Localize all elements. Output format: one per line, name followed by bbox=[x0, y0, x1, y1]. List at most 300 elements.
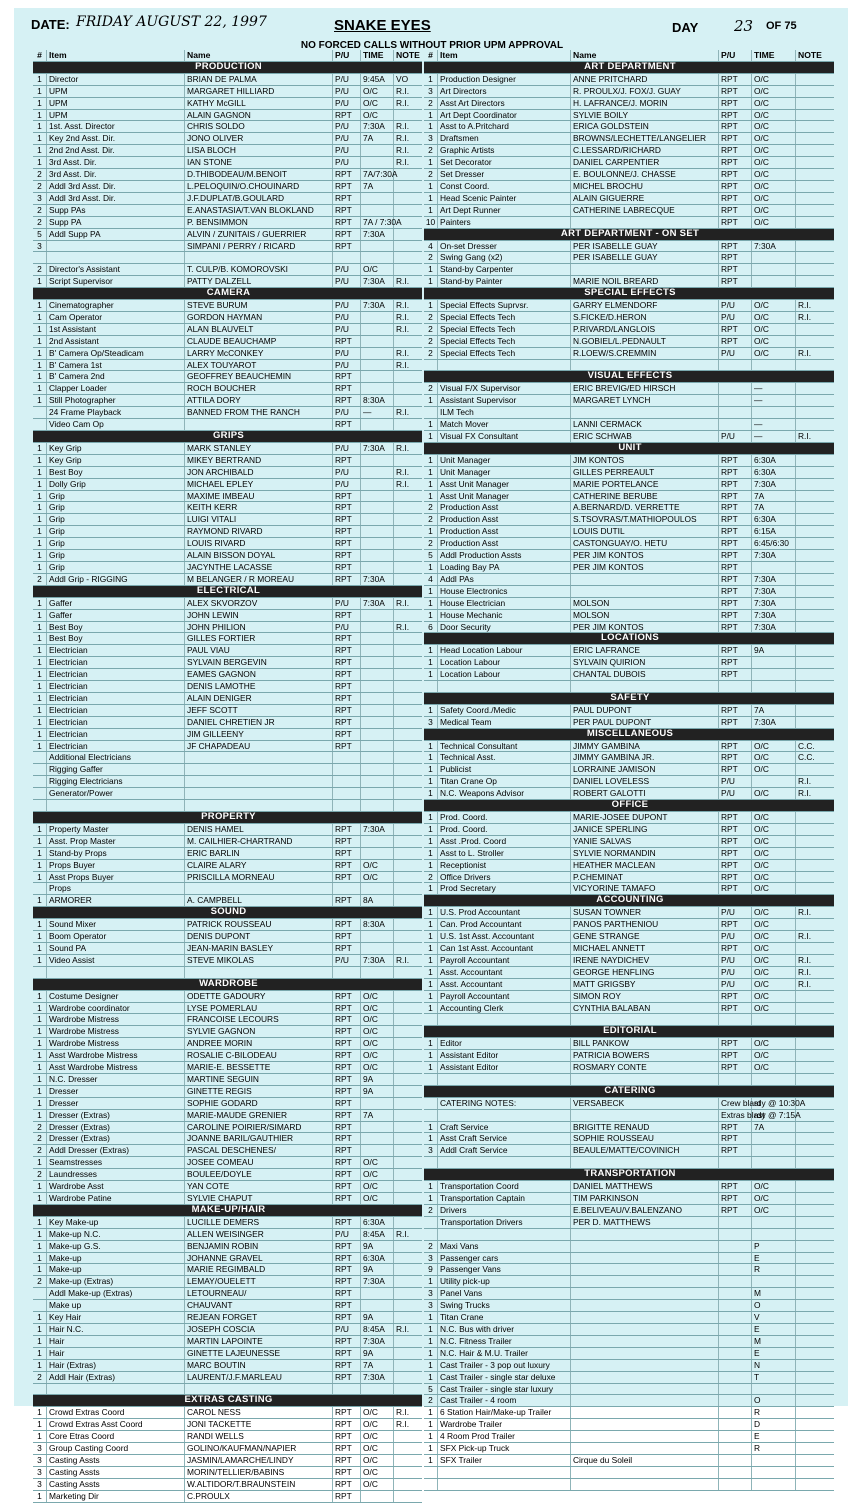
crew-row bbox=[33, 1264, 422, 1276]
crew-row bbox=[424, 1145, 834, 1157]
crew-name: MARTIN LAPOINTE bbox=[185, 1336, 333, 1347]
position bbox=[438, 1014, 571, 1025]
call-time: O/C bbox=[752, 348, 796, 359]
crew-name: ERICA GOLDSTEIN bbox=[571, 121, 719, 132]
note bbox=[394, 776, 422, 787]
position: Property Master bbox=[47, 824, 185, 835]
status: RPT bbox=[333, 919, 361, 930]
crew-row bbox=[33, 550, 422, 562]
position: Additional Electricians bbox=[47, 752, 185, 763]
call-time bbox=[361, 1145, 394, 1156]
note bbox=[394, 205, 422, 216]
position: Cast Trailer - single star deluxe bbox=[438, 1372, 571, 1383]
crew-count: 2 bbox=[424, 252, 438, 263]
crew-row bbox=[424, 264, 834, 276]
status bbox=[719, 360, 752, 371]
crew-name: RANDI WELLS bbox=[185, 1431, 333, 1442]
status: RPT bbox=[333, 514, 361, 525]
status: RPT bbox=[719, 1145, 752, 1156]
crew-name: SOPHIE ROUSSEAU bbox=[571, 1133, 719, 1144]
status: RPT bbox=[719, 764, 752, 775]
crew-name: M BELANGER / R MOREAU bbox=[185, 574, 333, 585]
call-time: O/C bbox=[361, 1014, 394, 1025]
crew-row bbox=[424, 1003, 834, 1015]
crew-row bbox=[33, 443, 422, 455]
note bbox=[796, 1229, 834, 1240]
call-time bbox=[361, 693, 394, 704]
crew-row bbox=[424, 74, 834, 86]
call-time bbox=[361, 657, 394, 668]
position: Electrician bbox=[47, 693, 185, 704]
crew-row bbox=[33, 324, 422, 336]
note bbox=[394, 895, 422, 906]
crew-count: 5 bbox=[424, 1384, 438, 1395]
crew-count: 2 bbox=[33, 169, 47, 180]
crew-count: 1 bbox=[33, 1026, 47, 1037]
note bbox=[394, 1241, 422, 1252]
crew-name bbox=[571, 1264, 719, 1275]
note bbox=[394, 633, 422, 644]
note bbox=[796, 872, 834, 883]
crew-count: 1 bbox=[33, 86, 47, 97]
section-title: SOUND bbox=[210, 906, 247, 918]
call-time: 8:45A bbox=[361, 1324, 394, 1335]
call-time: 9A bbox=[361, 1086, 394, 1097]
crew-count: 1 bbox=[33, 729, 47, 740]
crew-count: 1 bbox=[33, 1098, 47, 1109]
status: RPT bbox=[333, 1062, 361, 1073]
crew-count: 1 bbox=[33, 1241, 47, 1252]
crew-name bbox=[571, 1241, 719, 1252]
position: Panel Vans bbox=[438, 1288, 571, 1299]
crew-count: 1 bbox=[424, 121, 438, 132]
note bbox=[394, 943, 422, 954]
crew-name: STEVE BURUM bbox=[185, 300, 333, 311]
crew-name: LUIGI VITALI bbox=[185, 514, 333, 525]
position: N.C. Fitness Trailer bbox=[438, 1336, 571, 1347]
position: N.C. Dresser bbox=[47, 1074, 185, 1085]
note bbox=[796, 1241, 834, 1252]
status: RPT bbox=[719, 752, 752, 763]
status: RPT bbox=[719, 241, 752, 252]
crew-name: P.CHEMINAT bbox=[571, 872, 719, 883]
call-time: 7:30A bbox=[361, 121, 394, 132]
crew-count bbox=[33, 1288, 47, 1299]
note bbox=[796, 1395, 834, 1406]
crew-name: JIMMY GAMBINA JR. bbox=[571, 752, 719, 763]
call-time bbox=[752, 1133, 796, 1144]
status bbox=[719, 1467, 752, 1478]
call-time: 7A bbox=[752, 1122, 796, 1133]
crew-count: 1 bbox=[33, 919, 47, 930]
status: RPT bbox=[719, 538, 752, 549]
crew-count: 2 bbox=[424, 1241, 438, 1252]
call-time: O/C bbox=[752, 943, 796, 954]
crew-count: 1 bbox=[424, 1443, 438, 1454]
crew-name: ALLEN WEISINGER bbox=[185, 1229, 333, 1240]
crew-count: 1 bbox=[424, 657, 438, 668]
crew-row bbox=[424, 1241, 834, 1253]
crew-count: 1 bbox=[424, 74, 438, 85]
crew-row bbox=[33, 574, 422, 586]
crew-name: CATHERINE LABRECQUE bbox=[571, 205, 719, 216]
call-time bbox=[361, 312, 394, 323]
call-time bbox=[361, 455, 394, 466]
crew-name: PER ISABELLE GUAY bbox=[571, 252, 719, 263]
call-time bbox=[752, 1074, 796, 1085]
call-time bbox=[361, 502, 394, 513]
note bbox=[394, 1098, 422, 1109]
crew-count: 1 bbox=[33, 324, 47, 335]
crew-row bbox=[33, 252, 422, 264]
call-time: O/C bbox=[752, 74, 796, 85]
call-time: 7:30A bbox=[361, 443, 394, 454]
position: Addl Craft Service bbox=[438, 1145, 571, 1156]
crew-row bbox=[33, 383, 422, 395]
crew-count: 1 bbox=[33, 1491, 47, 1502]
note bbox=[796, 943, 834, 954]
note bbox=[796, 550, 834, 561]
section-header bbox=[424, 1086, 834, 1098]
crew-name: GEOFFREY BEAUCHEMIN bbox=[185, 371, 333, 382]
position bbox=[438, 360, 571, 371]
call-time: — bbox=[361, 407, 394, 418]
crew-row bbox=[424, 241, 834, 253]
call-time bbox=[361, 157, 394, 168]
crew-row bbox=[424, 907, 834, 919]
note bbox=[394, 800, 422, 811]
status: RPT bbox=[719, 872, 752, 883]
note bbox=[394, 264, 422, 275]
crew-name: BROWNS/LECHETTE/LANGELIER bbox=[571, 133, 719, 144]
status: RPT bbox=[333, 717, 361, 728]
section-header bbox=[33, 431, 422, 443]
crew-count: 3 bbox=[424, 1253, 438, 1264]
call-time: O/C bbox=[752, 883, 796, 894]
position: Dresser bbox=[47, 1098, 185, 1109]
status: RPT bbox=[719, 502, 752, 513]
status: RPT bbox=[333, 669, 361, 680]
crew-row bbox=[33, 1467, 422, 1479]
position: Make-up bbox=[47, 1264, 185, 1275]
note: R.I. bbox=[396, 954, 410, 965]
crew-name bbox=[571, 407, 719, 418]
call-time: 6:30A bbox=[752, 514, 796, 525]
note bbox=[394, 872, 422, 883]
note bbox=[394, 1062, 422, 1073]
status: P/U bbox=[333, 479, 361, 490]
note: R.I. bbox=[798, 978, 812, 989]
note bbox=[796, 395, 834, 406]
crew-count: 1 bbox=[424, 907, 438, 918]
crew-count: 1 bbox=[33, 562, 47, 573]
position bbox=[47, 1384, 185, 1395]
position: Supp PA bbox=[47, 217, 185, 228]
position bbox=[47, 241, 185, 252]
crew-count: 1 bbox=[33, 1038, 47, 1049]
crew-row bbox=[424, 145, 834, 157]
position: Gaffer bbox=[47, 598, 185, 609]
status: RPT bbox=[719, 574, 752, 585]
status: RPT bbox=[333, 931, 361, 942]
crew-count: 1 bbox=[33, 836, 47, 847]
note bbox=[796, 1336, 834, 1347]
crew-name: ALEX SKVORZOV bbox=[185, 598, 333, 609]
crew-name bbox=[185, 752, 333, 763]
call-time: O/C bbox=[752, 121, 796, 132]
position: Addl Grip - RIGGING bbox=[47, 574, 185, 585]
crew-count: 1 bbox=[424, 610, 438, 621]
call-time bbox=[361, 348, 394, 359]
note bbox=[394, 252, 422, 263]
status bbox=[719, 1300, 752, 1311]
call-time: 6:30A bbox=[752, 455, 796, 466]
crew-count: 3 bbox=[33, 1479, 47, 1490]
position: Best Boy bbox=[47, 467, 185, 478]
call-time bbox=[361, 538, 394, 549]
position: Asst. Accountant bbox=[438, 979, 571, 990]
position: Make-up (Extras) bbox=[47, 1276, 185, 1287]
crew-row bbox=[33, 1229, 422, 1241]
note bbox=[394, 550, 422, 561]
crew-name: PASCAL DESCHENES/ bbox=[185, 1145, 333, 1156]
note bbox=[796, 669, 834, 680]
call-time bbox=[361, 491, 394, 502]
crew-count: 1 bbox=[33, 276, 47, 287]
crew-name: GILLES PERREAULT bbox=[571, 467, 719, 478]
call-time: T bbox=[752, 1372, 796, 1383]
crew-count: 1 bbox=[33, 455, 47, 466]
position: Match Mover bbox=[438, 419, 571, 430]
position: Publicist bbox=[438, 764, 571, 775]
call-time: 7:30A bbox=[361, 574, 394, 585]
position: B' Camera 1st bbox=[47, 360, 185, 371]
status: RPT bbox=[333, 824, 361, 835]
crew-count: 3 bbox=[33, 1467, 47, 1478]
call-time bbox=[361, 479, 394, 490]
column-header: NOTE bbox=[798, 50, 822, 60]
crew-count: 2 bbox=[33, 1145, 47, 1156]
call-time bbox=[361, 681, 394, 692]
section-header bbox=[424, 443, 834, 455]
date-label: DATE: bbox=[31, 17, 70, 32]
position: Stand-by Props bbox=[47, 848, 185, 859]
position: Core Etras Coord bbox=[47, 1431, 185, 1442]
call-time: O/C bbox=[752, 752, 796, 763]
page-title: SNAKE EYES bbox=[334, 17, 431, 34]
status: RPT bbox=[719, 717, 752, 728]
position: Asst Art Directors bbox=[438, 98, 571, 109]
crew-row bbox=[424, 1395, 834, 1407]
position: UPM bbox=[47, 86, 185, 97]
note: R.I. bbox=[396, 276, 410, 287]
crew-count: 2 bbox=[424, 169, 438, 180]
crew-name: EAMES GAGNON bbox=[185, 669, 333, 680]
crew-row bbox=[424, 1193, 834, 1205]
crew-row bbox=[33, 395, 422, 407]
status: P/U bbox=[333, 300, 361, 311]
position: Special Effects Tech bbox=[438, 348, 571, 359]
position: Addl Hair (Extras) bbox=[47, 1372, 185, 1383]
call-time: O/C bbox=[361, 1431, 394, 1442]
crew-count bbox=[33, 752, 47, 763]
position bbox=[438, 1110, 571, 1121]
note bbox=[796, 812, 834, 823]
crew-count: 1 bbox=[33, 502, 47, 513]
position bbox=[438, 1074, 571, 1085]
note bbox=[796, 86, 834, 97]
crew-name: ALEX TOUYAROT bbox=[185, 360, 333, 371]
note bbox=[796, 479, 834, 490]
crew-name: MARIE PORTELANCE bbox=[571, 479, 719, 490]
crew-row bbox=[424, 741, 834, 753]
crew-row bbox=[424, 1038, 834, 1050]
crew-name bbox=[185, 967, 333, 978]
crew-name: P. BENSIMMON bbox=[185, 217, 333, 228]
status: P/U bbox=[719, 300, 752, 311]
position: Special Effects Tech bbox=[438, 336, 571, 347]
crew-row bbox=[33, 1157, 422, 1169]
note bbox=[394, 1300, 422, 1311]
call-time: 7:30A bbox=[361, 1372, 394, 1383]
crew-count: 1 bbox=[424, 645, 438, 656]
call-time: O/C bbox=[752, 1062, 796, 1073]
status: RPT bbox=[333, 1098, 361, 1109]
crew-name: MIKEY BERTRAND bbox=[185, 455, 333, 466]
note bbox=[394, 1157, 422, 1168]
position: Clapper Loader bbox=[47, 383, 185, 394]
call-time: O/C bbox=[752, 193, 796, 204]
section-title: LOCATIONS bbox=[601, 632, 659, 644]
status: RPT bbox=[719, 157, 752, 168]
position: Make up bbox=[47, 1300, 185, 1311]
crew-name: PER JIM KONTOS bbox=[571, 562, 719, 573]
crew-count bbox=[424, 1217, 438, 1228]
status: RPT bbox=[719, 1003, 752, 1014]
call-time: O bbox=[752, 1395, 796, 1406]
crew-count: 1 bbox=[33, 312, 47, 323]
position: Cinematographer bbox=[47, 300, 185, 311]
crew-count bbox=[424, 1098, 438, 1109]
crew-count bbox=[33, 1300, 47, 1311]
call-time: 7:30A bbox=[752, 586, 796, 597]
day-number: 23 bbox=[734, 17, 754, 35]
call-time bbox=[361, 371, 394, 382]
crew-row bbox=[33, 121, 422, 133]
crew-name: DENIS DUPONT bbox=[185, 931, 333, 942]
note bbox=[796, 645, 834, 656]
crew-row bbox=[424, 324, 834, 336]
crew-count: 1 bbox=[424, 1276, 438, 1287]
status: RPT bbox=[333, 241, 361, 252]
crew-name: CYNTHIA BALABAN bbox=[571, 1003, 719, 1014]
status: RPT bbox=[719, 669, 752, 680]
call-time bbox=[752, 776, 796, 787]
note bbox=[796, 824, 834, 835]
crew-count: 1 bbox=[424, 776, 438, 787]
position: Cast Trailer - 4 room bbox=[438, 1395, 571, 1406]
crew-count bbox=[33, 967, 47, 978]
crew-name: PAUL VIAU bbox=[185, 645, 333, 656]
call-time: R bbox=[752, 1443, 796, 1454]
position: 24 Frame Playback bbox=[47, 407, 185, 418]
crew-row bbox=[33, 1217, 422, 1229]
position: Maxi Vans bbox=[438, 1241, 571, 1252]
crew-row bbox=[33, 1419, 422, 1431]
crew-count: 1 bbox=[33, 1253, 47, 1264]
position: Production Designer bbox=[438, 74, 571, 85]
position: Hair bbox=[47, 1348, 185, 1359]
call-time: P bbox=[752, 1241, 796, 1252]
status: RPT bbox=[333, 1431, 361, 1442]
status bbox=[719, 681, 752, 692]
crew-name: ROBERT GALOTTI bbox=[571, 788, 719, 799]
call-time: O/C bbox=[752, 1038, 796, 1049]
call-time: 7A bbox=[361, 1110, 394, 1121]
call-time: 7A bbox=[361, 133, 394, 144]
crew-name: E.ANASTASIA/T.VAN BLOKLAND bbox=[185, 205, 333, 216]
status: RPT bbox=[333, 1372, 361, 1383]
position bbox=[438, 1479, 571, 1490]
crew-count: 2 bbox=[424, 1395, 438, 1406]
crew-count: 1 bbox=[33, 300, 47, 311]
crew-name: CLAUDE BEAUCHAMP bbox=[185, 336, 333, 347]
crew-count: 1 bbox=[424, 1336, 438, 1347]
call-time bbox=[361, 836, 394, 847]
position: Loading Bay PA bbox=[438, 562, 571, 573]
note bbox=[796, 526, 834, 537]
call-time bbox=[361, 1133, 394, 1144]
section-title: ART DEPARTMENT bbox=[584, 60, 676, 72]
crew-count: 1 bbox=[33, 1348, 47, 1359]
status: RPT bbox=[719, 479, 752, 490]
status: RPT bbox=[719, 562, 752, 573]
position: Wardrobe Mistress bbox=[47, 1038, 185, 1049]
status bbox=[333, 1384, 361, 1395]
crew-row bbox=[424, 562, 834, 574]
crew-name bbox=[571, 360, 719, 371]
crew-name: T. CULP/B. KOMOROVSKI bbox=[185, 264, 333, 275]
status: RPT bbox=[719, 883, 752, 894]
crew-row bbox=[33, 717, 422, 729]
status: RPT bbox=[719, 991, 752, 1002]
position: Key 2nd Asst. Dir. bbox=[47, 133, 185, 144]
note bbox=[796, 1419, 834, 1430]
note bbox=[796, 1372, 834, 1383]
crew-name: JONO OLIVER bbox=[185, 133, 333, 144]
crew-count: 9 bbox=[424, 1264, 438, 1275]
crew-name: VICYORINE TAMAFO bbox=[571, 883, 719, 894]
crew-row bbox=[424, 1288, 834, 1300]
call-time: R bbox=[752, 1407, 796, 1418]
crew-name bbox=[571, 1467, 719, 1478]
note bbox=[394, 1014, 422, 1025]
crew-name: DANIEL CHRETIEN JR bbox=[185, 717, 333, 728]
status bbox=[719, 395, 752, 406]
crew-count: 1 bbox=[33, 872, 47, 883]
crew-name bbox=[185, 883, 333, 894]
crew-name: C.PROULX bbox=[185, 1491, 333, 1502]
status: RPT bbox=[333, 1217, 361, 1228]
position: ILM Tech bbox=[438, 407, 571, 418]
note bbox=[796, 574, 834, 585]
call-time: 6:30A bbox=[752, 467, 796, 478]
position: Wardrobe Mistress bbox=[47, 1014, 185, 1025]
crew-row bbox=[424, 86, 834, 98]
position: Can 1st Asst. Accountant bbox=[438, 943, 571, 954]
crew-name: ALAIN GIGUERRE bbox=[571, 193, 719, 204]
status: RPT bbox=[333, 645, 361, 656]
